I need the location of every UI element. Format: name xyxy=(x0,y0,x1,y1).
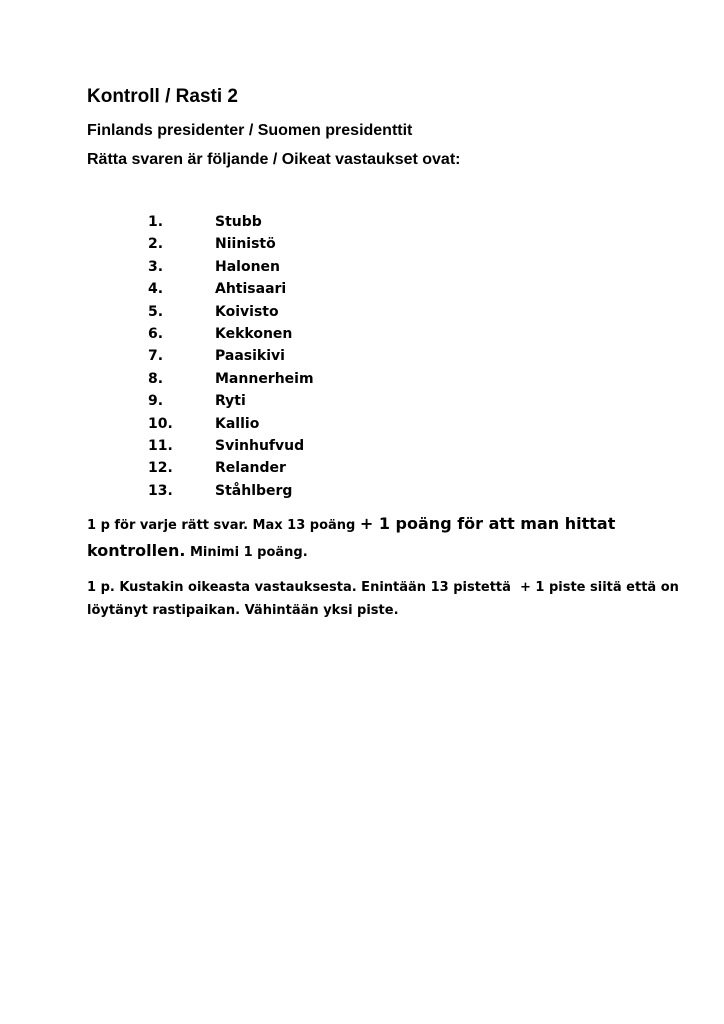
list-item xyxy=(148,457,314,479)
list-item xyxy=(148,278,314,300)
answer-name: Stubb xyxy=(215,214,262,230)
scoring-sv-small-text-2: Minimi 1 poäng. xyxy=(189,545,308,560)
answer-number: 10. xyxy=(148,415,173,432)
list-item xyxy=(148,345,314,367)
answer-name: Niinistö xyxy=(215,236,276,253)
list-item xyxy=(148,233,314,255)
answer-name: Relander xyxy=(215,460,286,477)
list-item xyxy=(148,211,314,233)
answer-number: 12. xyxy=(148,460,173,477)
answer-number: 6. xyxy=(148,325,164,342)
list-item xyxy=(148,435,314,457)
answer-name: Halonen xyxy=(215,258,281,275)
scoring-note-swedish-line2 xyxy=(87,541,308,560)
answer-name: Ahtisaari xyxy=(215,281,287,298)
answer-name: Koivisto xyxy=(215,303,279,320)
answer-name: Kekkonen xyxy=(215,325,293,342)
answer-name: Kallio xyxy=(215,415,260,432)
scoring-sv-big-text-2: kontrollen. xyxy=(87,541,186,560)
list-item xyxy=(148,390,314,412)
scoring-note-finnish-line1: 1 p. Kustakin oikeasta vastauksesta. Enintään 13 pistettä + 1 piste siitä että on xyxy=(87,580,679,595)
answer-list xyxy=(148,211,314,502)
list-item xyxy=(148,480,314,502)
list-item xyxy=(148,413,314,435)
answer-number: 1. xyxy=(148,214,164,230)
answer-number: 5. xyxy=(148,303,164,320)
scoring-sv-small-text: 1 p för varje rätt svar. Max 13 poäng xyxy=(87,518,356,533)
answer-number: 11. xyxy=(148,437,173,454)
list-item xyxy=(148,256,314,278)
answer-number: 3. xyxy=(148,258,164,275)
answer-name: Ståhlberg xyxy=(215,482,293,499)
answer-name: Mannerheim xyxy=(215,370,314,387)
answer-name: Svinhufvud xyxy=(215,437,305,454)
answer-number: 8. xyxy=(148,370,164,387)
answer-number: 2. xyxy=(148,236,164,253)
answer-name: Paasikivi xyxy=(215,348,285,365)
list-item xyxy=(148,301,314,323)
scoring-note-swedish-line1 xyxy=(87,514,615,533)
scoring-note-finnish-line2: löytänyt rastipaikan. Vähintään yksi piste. xyxy=(87,603,399,618)
scoring-sv-big-text: + 1 poäng för att man hittat xyxy=(359,514,616,533)
answer-number: 9. xyxy=(148,393,164,410)
answer-number: 13. xyxy=(148,482,173,499)
page-title: Kontroll / Rasti 2 xyxy=(87,86,238,107)
list-item xyxy=(148,368,314,390)
intro-line: Rätta svaren är följande / Oikeat vastaukset ovat: xyxy=(87,151,461,168)
answer-name: Ryti xyxy=(215,393,246,410)
page-subtitle: Finlands presidenter / Suomen presidenttit xyxy=(87,122,413,139)
list-item xyxy=(148,323,314,345)
answer-number: 4. xyxy=(148,281,164,298)
answer-number: 7. xyxy=(148,348,164,365)
